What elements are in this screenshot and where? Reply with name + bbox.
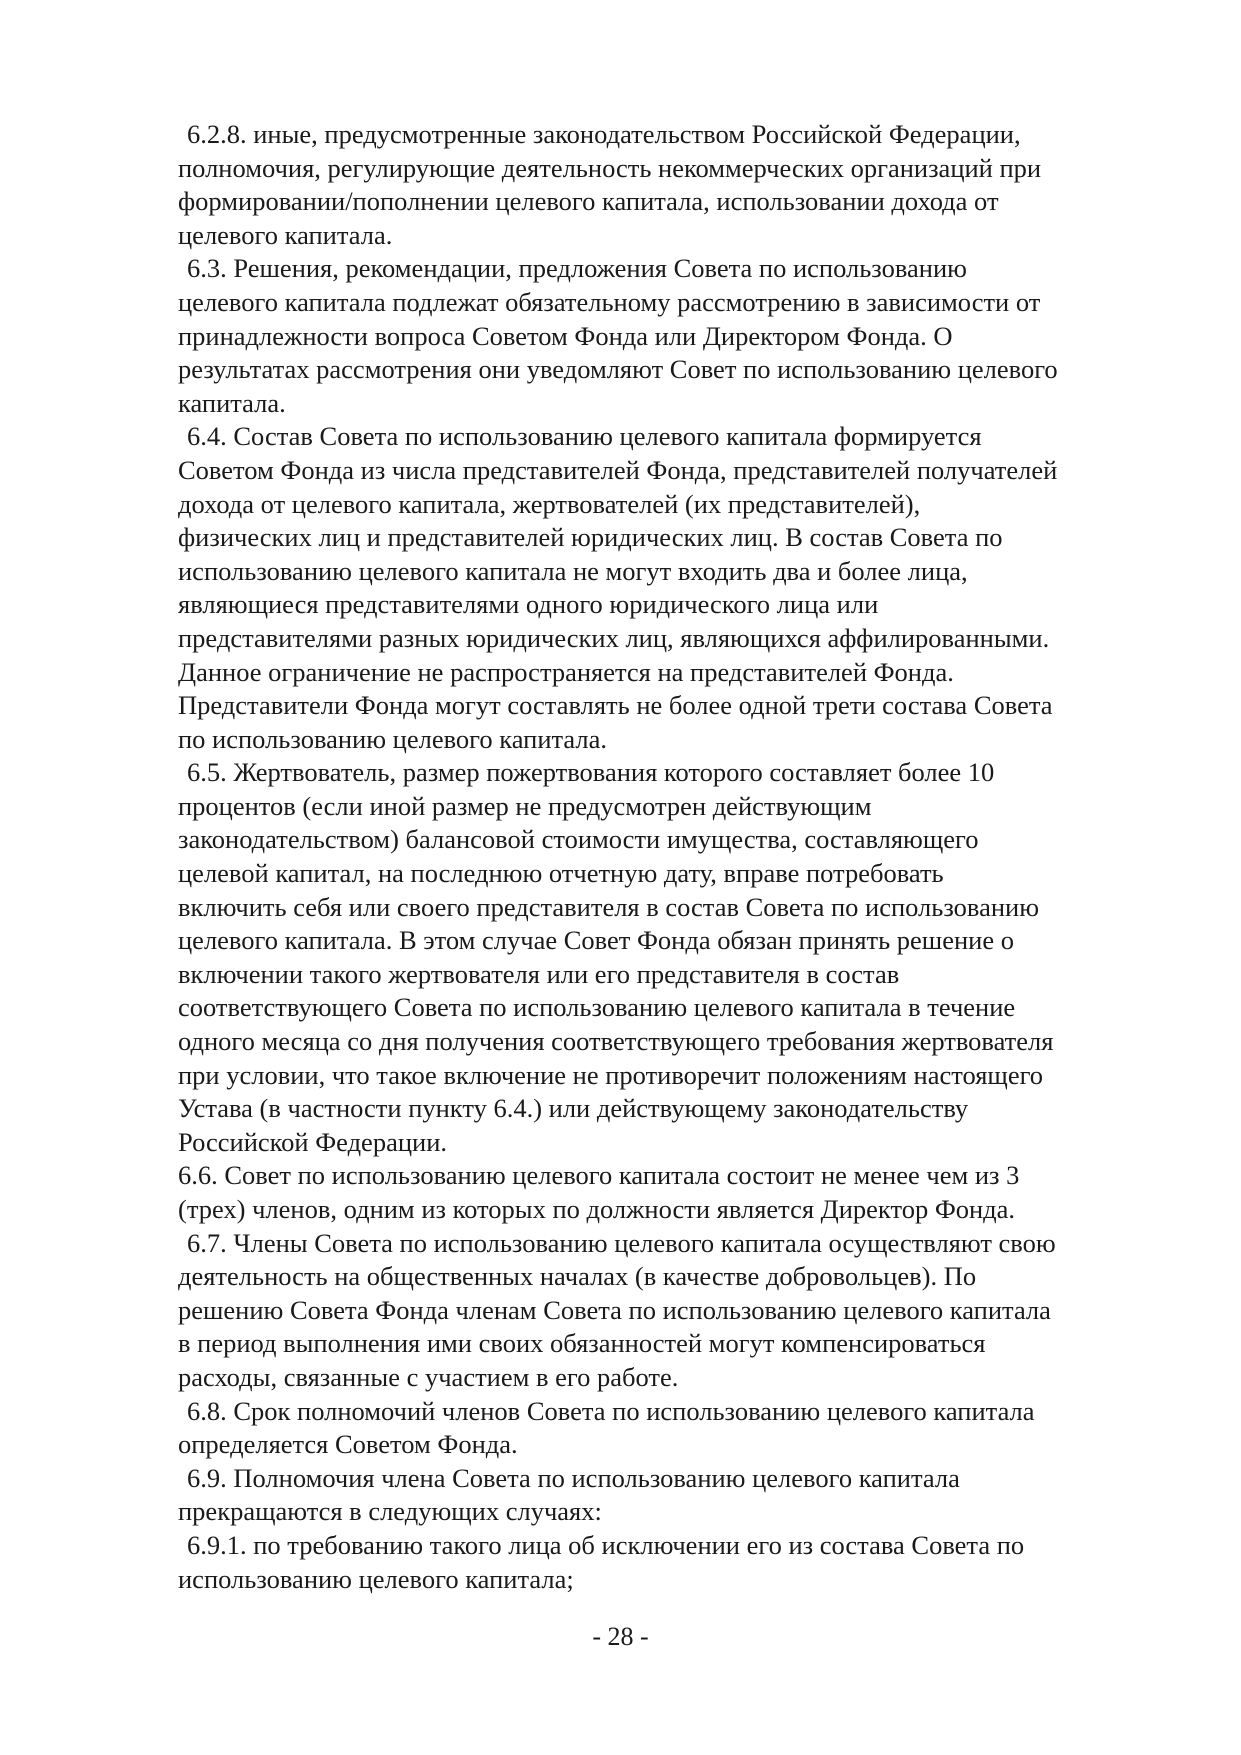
text-line: 6.3. Решения, рекомендации, предложения Совета по использованию xyxy=(187,253,967,284)
text-line: дохода от целевого капитала, жертвователей (их представителей), xyxy=(178,488,921,519)
text-line: целевого капитала. В этом случае Совет Фонда обязан принять решение о xyxy=(178,925,1014,956)
text-line: принадлежности вопроса Советом Фонда или Директором Фонда. О xyxy=(178,320,953,351)
text-line: прекращаются в следующих случаях: xyxy=(178,1496,602,1527)
text-line: Советом Фонда из числа представителей Фонда, представителей получателей xyxy=(178,454,1058,485)
page-number: - 28 - xyxy=(592,1622,649,1651)
text-line: являющиеся представителями одного юридического лица или xyxy=(178,589,879,620)
text-line: целевой капитал, на последнюю отчетную дату, вправе потребовать xyxy=(178,858,944,889)
text-line: физических лиц и представителей юридических лиц. В состав Совета по xyxy=(178,522,1003,553)
text-line: 6.5. Жертвователь, размер пожертвования которого составляет более 10 xyxy=(187,757,995,788)
text-line: 6.2.8. иные, предусмотренные законодательством Российской Федерации, xyxy=(187,119,1021,149)
text-line: 6.8. Срок полномочий членов Совета по использованию целевого капитала xyxy=(187,1395,1035,1426)
text-line: одного месяца со дня получения соответствующего требования жертвователя xyxy=(178,1026,1054,1057)
text-line: представителями разных юридических лиц, являющихся аффилированными. xyxy=(178,622,1050,653)
text-line: расходы, связанные с участием в его работе. xyxy=(178,1361,679,1392)
text-line: соответствующего Совета по использованию целевого капитала в течение xyxy=(178,992,1016,1023)
text-line: использованию целевого капитала не могут входить два и более лица, xyxy=(178,555,968,586)
text-line: целевого капитала. xyxy=(178,219,393,250)
text-line: результатах рассмотрения они уведомляют Совет по использованию целевого xyxy=(178,354,1058,385)
text-line: Устава (в частности пункту 6.4.) или действующему законодательству xyxy=(178,1093,969,1124)
text-line: определяется Советом Фонда. xyxy=(178,1429,518,1460)
text-line: целевого капитала подлежат обязательному рассмотрению в зависимости от xyxy=(178,286,1041,317)
text-line: Данное ограничение не распространяется на представителей Фонда. xyxy=(178,656,954,687)
text-line: Представители Фонда могут составлять не более одной трети состава Совета xyxy=(178,690,1053,721)
text-line: использованию целевого капитала; xyxy=(178,1563,574,1594)
text-line: процентов (если иной размер не предусмотрен действующим xyxy=(178,790,872,821)
text-line: решению Совета Фонда членам Совета по использованию целевого капитала xyxy=(178,1294,1051,1325)
text-line: капитала. xyxy=(178,387,286,418)
text-line: полномочия, регулирующие деятельность некоммерческих организаций при xyxy=(178,152,1042,183)
text-line: законодательством) балансовой стоимости имущества, составляющего xyxy=(178,824,979,855)
text-line: в период выполнения ими своих обязанностей могут компенсироваться xyxy=(178,1328,986,1359)
text-line: 6.9.1. по требованию такого лица об исключении его из состава Совета по xyxy=(187,1529,1025,1560)
text-line: включить себя или своего представителя в состав Совета по использованию xyxy=(178,891,1039,922)
text-line: (трех) членов, одним из которых по должности является Директор Фонда. xyxy=(178,1194,1016,1224)
text-line: формировании/пополнении целевого капитала, использовании дохода от xyxy=(178,186,999,217)
text-line: при условии, что такое включение не противоречит положениям настоящего xyxy=(178,1059,1044,1090)
text-line: деятельность на общественных началах (в качестве добровольцев). По xyxy=(178,1261,977,1292)
text-line: Российской Федерации. xyxy=(178,1126,447,1157)
text-line: 6.7. Члены Совета по использованию целевого капитала осуществляют свою xyxy=(187,1227,1056,1258)
text-line: 6.4. Состав Совета по использованию целевого капитала формируется xyxy=(187,421,982,452)
text-line: по использованию целевого капитала. xyxy=(178,723,608,754)
body-text xyxy=(178,118,1158,1596)
text-line: включении такого жертвователя или его представителя в состав xyxy=(178,958,900,989)
text-line: 6.9. Полномочия члена Совета по использованию целевого капитала xyxy=(187,1462,960,1493)
text-line: 6.6. Совет по использованию целевого капитала состоит не менее чем из 3 xyxy=(178,1160,1020,1191)
